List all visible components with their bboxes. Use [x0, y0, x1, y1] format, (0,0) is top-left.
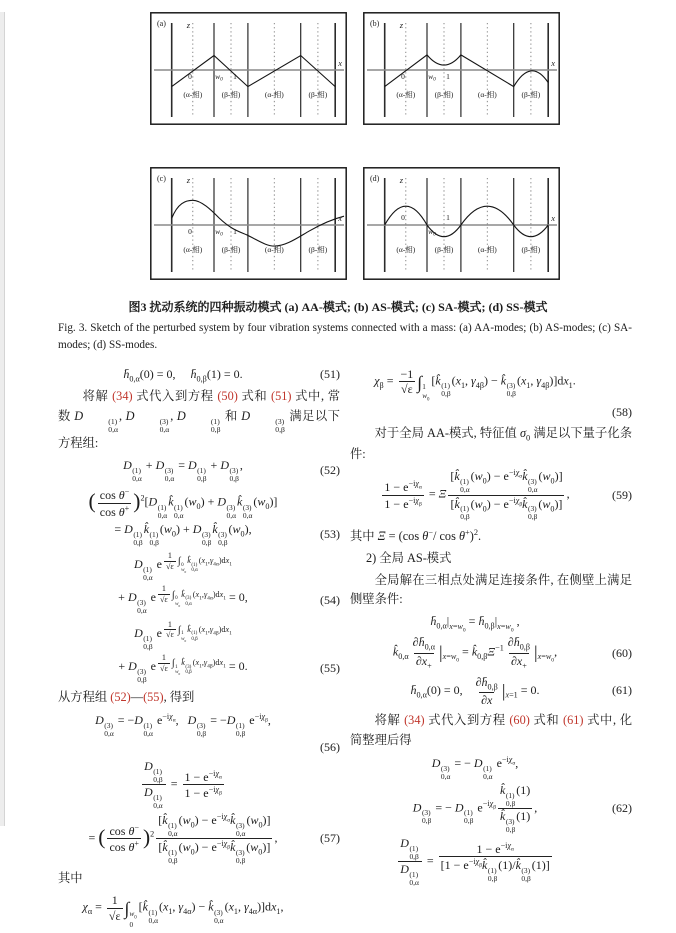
svg-text:w0: $w_0$ [215, 72, 223, 83]
figure-panel-c [150, 167, 347, 285]
equation-body: D (3) 0,α = − D (1) 0,α $e^{-i\chi_\alpha}$, [431, 755, 519, 781]
svg-text:(a): (a) [157, 19, 166, 28]
svg-text:0: 0 [188, 227, 192, 236]
svg-text:0: 0 [401, 72, 405, 81]
svg-text:z: z [399, 175, 403, 185]
equation-number: (51) [320, 367, 340, 382]
equation-body: $h̄_{0,\alpha}(0) = 0$, $h̄_{0,\beta}(1) = 0$. [123, 366, 243, 383]
equation-body: = D (1) 0,β k̂ (1) 0,β $(w_0) + D$ (3) 0,β k̂ (3) 0,β $(w_0)$, [114, 522, 252, 548]
svg-text:(d): (d) [370, 174, 380, 183]
equation [350, 755, 632, 887]
svg-text:1: 1 [446, 213, 450, 222]
equation-number: (54) [320, 592, 340, 607]
equation-number: (58) [612, 404, 632, 419]
equation-body: ( $\frac{\cos \theta^-}{\cos \theta^+}$ )$^2$[D (1) 0,α k̂ (1) 0,α $(w_0) + D$ (3) 0,α k̂ (3) 0,α $(w_0)$] [88, 487, 278, 520]
equation-number: (60) [612, 645, 632, 660]
figure-panel-d [363, 167, 560, 285]
svg-text:(β-相): (β-相) [221, 90, 241, 99]
figure-panel-svg [150, 12, 347, 125]
equation-number: (62) [612, 801, 632, 816]
equation-body: $k̂_{0,\alpha}$ $\frac{\partial h̄_{0,\alpha}}{\partial x_+}$ $|_{x=w_0}$ = $k̂_{0,\beta}\Xi^{-1}$ $\frac{\partial h̄_{0,\beta}}{\partial x_+}$ $|_{x=w_0}$, [392, 635, 558, 670]
svg-text:(α-相): (α-相) [183, 90, 203, 99]
figure-panels [150, 12, 562, 285]
svg-text:(β-相): (β-相) [308, 90, 328, 99]
equation-number: (56) [320, 740, 340, 755]
svg-text:(β-相): (β-相) [521, 245, 541, 254]
svg-text:z: z [186, 175, 190, 185]
svg-text:0: 0 [401, 213, 405, 222]
svg-text:z: z [186, 20, 190, 30]
equation-body: $h̄_{0,\alpha}(0) = 0$, $\frac{\partial h̄_{0,\beta}}{\partial x}$ $|_{x=1} = 0$. [410, 674, 540, 707]
figure-3 [150, 12, 562, 285]
equation [350, 468, 632, 521]
svg-text:(b): (b) [370, 19, 380, 28]
equation-body: $\chi_\beta$ = $\frac{-1}{√\varepsilon}$ ∫ 1 $w_0$ [k̂ (1) 0,β ($x_1$, $\gamma_{4\beta}$) − k̂ (3) 0,β ($x_1$, $\gamma_{4\beta})]dx_1$. [374, 366, 576, 402]
equation-body: D (1) 0,α e $^{\frac{1}{√\varepsilon} \int 0 w_0 k̂ (1) 0,\alpha (x_1,\gamma_{4\alpha})dx_1}$ [133, 551, 233, 583]
svg-text:(β-相): (β-相) [434, 90, 454, 99]
equation [58, 551, 340, 615]
svg-text:x: x [551, 58, 555, 68]
svg-text:1: 1 [446, 72, 450, 81]
equation-body: D (3) 0,β = − D (1) 0,β $e^{-i\chi_\beta}$ k̂ (1) 0,β (1) k̂ (3) 0,β (1) , [412, 783, 538, 835]
equation [58, 367, 340, 383]
equation [58, 759, 340, 865]
svg-text:(β-相): (β-相) [308, 245, 328, 254]
equation-number: (53) [320, 527, 340, 542]
svg-text:w0: $w_0$ [215, 227, 223, 238]
svg-text:1: 1 [233, 72, 237, 81]
equation [58, 712, 340, 755]
paragraph: 将解 (34) 式代入到方程 (50) 式和 (51) 式中, 常数 D (1) 0,α , D (3) 0,α , D (1) 0,β 和 D (3) 0,β 满足以下方程组: [58, 388, 341, 451]
equation [350, 675, 632, 708]
svg-text:(α-相): (α-相) [264, 90, 284, 99]
text-columns [0, 354, 676, 933]
svg-text:0: 0 [188, 72, 192, 81]
figure-caption-cn: 图3 扰动系统的四种振动模式 (a) AA-模式; (b) AS-模式; (c) SA-模式; (d) SS-模式 [128, 300, 548, 314]
equation-number: (59) [612, 487, 632, 502]
page-edge-left [0, 12, 5, 826]
equation-number: (57) [320, 831, 340, 846]
column-left [58, 363, 340, 933]
svg-text:(α-相): (α-相) [183, 245, 203, 254]
paragraph: 对于全局 AA-模式, 特征值 $\sigma_0$ 满足以下量子化条件: [350, 425, 632, 461]
svg-text:(β-相): (β-相) [521, 90, 541, 99]
figure-panel-svg [363, 12, 560, 125]
equation [58, 893, 340, 929]
svg-text:z: z [399, 20, 403, 30]
svg-text:(β-相): (β-相) [221, 245, 241, 254]
svg-text:1: 1 [233, 227, 237, 236]
paragraph: 2) 全局 AS-模式 [365, 550, 452, 565]
equation-body: D (1) 0,β e $^{\frac{1}{√\varepsilon} \int 1 w_0 k̂ (1) 0,\beta (x_1,\gamma_{4\beta})dx_1}$ [134, 619, 232, 651]
equation [58, 458, 340, 483]
svg-text:(α-相): (α-相) [396, 245, 416, 254]
svg-text:w0: $w_0$ [428, 227, 436, 238]
paragraph: 从方程组 (52)—(55), 得到 [58, 690, 195, 705]
svg-text:x: x [551, 213, 555, 223]
equation-body: D (1) 0,β D (1) 0,α = $1 - e^{-i\chi_\alpha}$ $1 - e^{-i\chi_\beta}$ [144, 759, 222, 810]
svg-text:(α-相): (α-相) [264, 245, 284, 254]
equation-body: D (1) 0,β D (1) 0,α = $1 - e^{-i\chi_\alpha}$ [$1 - e^{-i\chi_\beta}k̂$ (1) 0,β (1)/k̂ (3) 0,β (1)] [400, 836, 550, 888]
equation-body: $1 - e^{-i\chi_\alpha}$ $1 - e^{-i\chi_\beta}$ = Ξ [k̂ (1) 0,α $(w_0)$ − $e^{-i\chi_\alpha}k̂$ (3) 0,α $(w_0)$] [k̂ (1) 0,β $(w_0)$ − $e^{-i\chi_\beta}k̂$ (3) 0,β $(w_0)$] , [384, 468, 570, 522]
equation [350, 367, 632, 420]
equation-number: (55) [320, 660, 340, 675]
equation-body: $\chi_\alpha$ = $\frac{1}{√\varepsilon}$ ∫ $w_0$ 0 [k̂ (1) 0,α ($x_1$, $\gamma_{4\alpha}$) − k̂ (3) 0,α ($x_1$, $\gamma_{4\alpha})]dx_1$, [82, 893, 284, 929]
svg-text:(α-相): (α-相) [477, 90, 497, 99]
equation-body: $h̄_{0,\alpha}|_{x=w_0}$ = $h̄_{0,\beta}|_{x=w_0}$ , [430, 614, 520, 634]
paper-page [0, 12, 676, 929]
equation-body: + D (3) 0,β e $^{\frac{1}{√\varepsilon} \int 1 w_0 k̂ (3) 0,\beta (x_1,\gamma_{4\beta})dx_1}$ = 0. [118, 652, 248, 684]
svg-text:(c): (c) [157, 174, 166, 183]
paragraph: 将解 (34) 式代入到方程 (60) 式和 (61) 式中, 化简整理后得 [350, 713, 633, 748]
figure-caption-en: Fig. 3. Sketch of the perturbed system by four vibration systems connected with a mass: (a) AA-modes; (b) AS-modes; (c) SA-modes; (d) SS-modes. [58, 322, 632, 351]
figure-panel-b [363, 12, 560, 130]
figure-panel-svg [150, 167, 347, 280]
equation [58, 620, 340, 684]
paragraph: 其中 Ξ = (cos θ−/ cos θ+)$^2$. [350, 527, 482, 543]
svg-text:x: x [338, 58, 342, 68]
svg-text:x: x [338, 213, 342, 223]
svg-text:(β-相): (β-相) [434, 245, 454, 254]
equation [350, 614, 632, 670]
equation-body: = ( $\frac{\cos \theta^-}{\cos \theta^+}$ )$^2$ [k̂ (1) 0,α $(w_0)$ − $e^{-i\chi_\alpha}k̂$ (3) 0,α $(w_0)$] [k̂ (1) 0,β $(w_0)$ − $e^{-i\chi_\beta}k̂$ (3) 0,β $(w_0)$] , [88, 812, 278, 866]
equation-body: D (1) 0,α + D (3) 0,α = D (1) 0,β + D (3) 0,β , [123, 458, 243, 484]
figure-panel-svg [363, 167, 560, 280]
equation [58, 487, 340, 547]
equation-body: + D (3) 0,α e $^{\frac{1}{√\varepsilon} \int 0 w_0 k̂ (3) 0,\alpha (x_1,\gamma_{4\alpha})dx_1}$ = 0, [118, 584, 248, 616]
paragraph: 全局解在三相点处满足连接条件, 在侧壁上满足侧壁条件: [350, 572, 632, 607]
svg-text:(α-相): (α-相) [396, 90, 416, 99]
paragraph: 其中 [58, 871, 83, 886]
equation-number: (52) [320, 463, 340, 478]
equation-body: D (3) 0,α = −D (1) 0,α $e^{-i\chi_\alpha}$, D (3) 0,β = −D (1) 0,β $e^{-i\chi_\beta}$, [95, 711, 271, 738]
svg-text:(α-相): (α-相) [477, 245, 497, 254]
equation-number: (61) [612, 683, 632, 698]
svg-text:w0: $w_0$ [428, 72, 436, 83]
figure-panel-a [150, 12, 347, 130]
column-right [350, 363, 632, 933]
